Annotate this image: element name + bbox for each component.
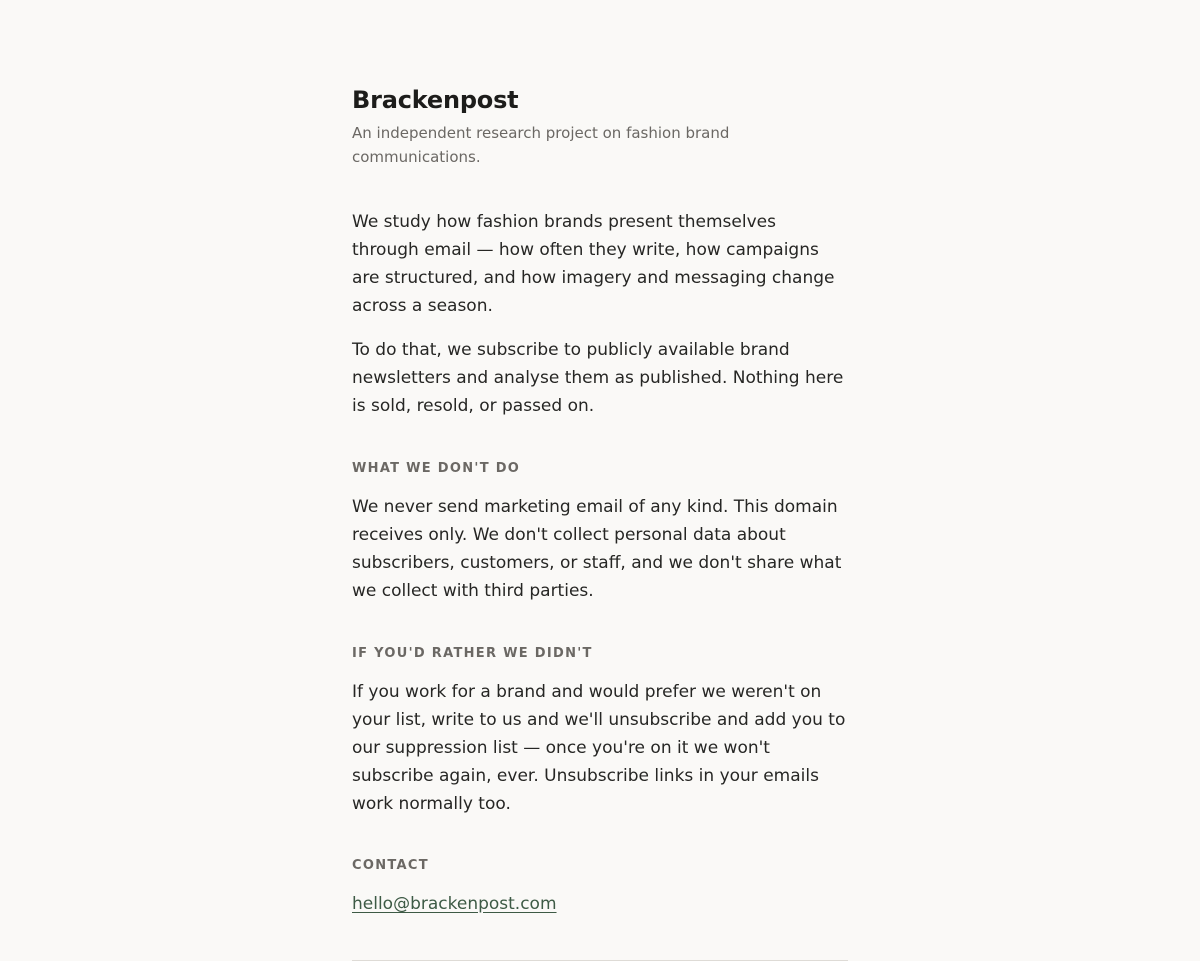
intro-paragraph: We study how fashion brands present themselves through email — how often they write, how campaigns are structured, and how imagery and messaging change across a season.	[352, 212, 835, 316]
site-title: Brackenpost	[352, 86, 519, 114]
main-column	[352, 84, 848, 961]
section-body: If you work for a brand and would prefer we weren't on your list, write to us and we'll unsubscribe and add you to our suppression list — once you're on it we won't subscribe again, ever. Unsubscribe links in your emails work normally too.	[352, 682, 846, 814]
section-what-we-dont-do	[352, 460, 848, 605]
contact-email-link[interactable]: hello@brackenpost.com	[352, 894, 557, 914]
site-header	[352, 84, 848, 169]
section-heading: IF YOU'D RATHER WE DIDN'T	[352, 646, 593, 661]
section-body: We never send marketing email of any kind. This domain receives only. We don't collect personal data about subscribers, customers, or staff, and we don't share what we collect with third parties.	[352, 497, 842, 601]
intro-paragraph: To do that, we subscribe to publicly available brand newsletters and analyse them as published. Nothing here is sold, resold, or passed on.	[352, 340, 844, 416]
section-if-youd-rather-we-didnt	[352, 645, 848, 818]
section-contact	[352, 857, 848, 918]
section-heading: CONTACT	[352, 858, 429, 873]
intro-section	[352, 208, 848, 420]
site-tagline: An independent research project on fashion brand communications.	[352, 124, 730, 166]
section-heading: WHAT WE DON'T DO	[352, 461, 521, 476]
